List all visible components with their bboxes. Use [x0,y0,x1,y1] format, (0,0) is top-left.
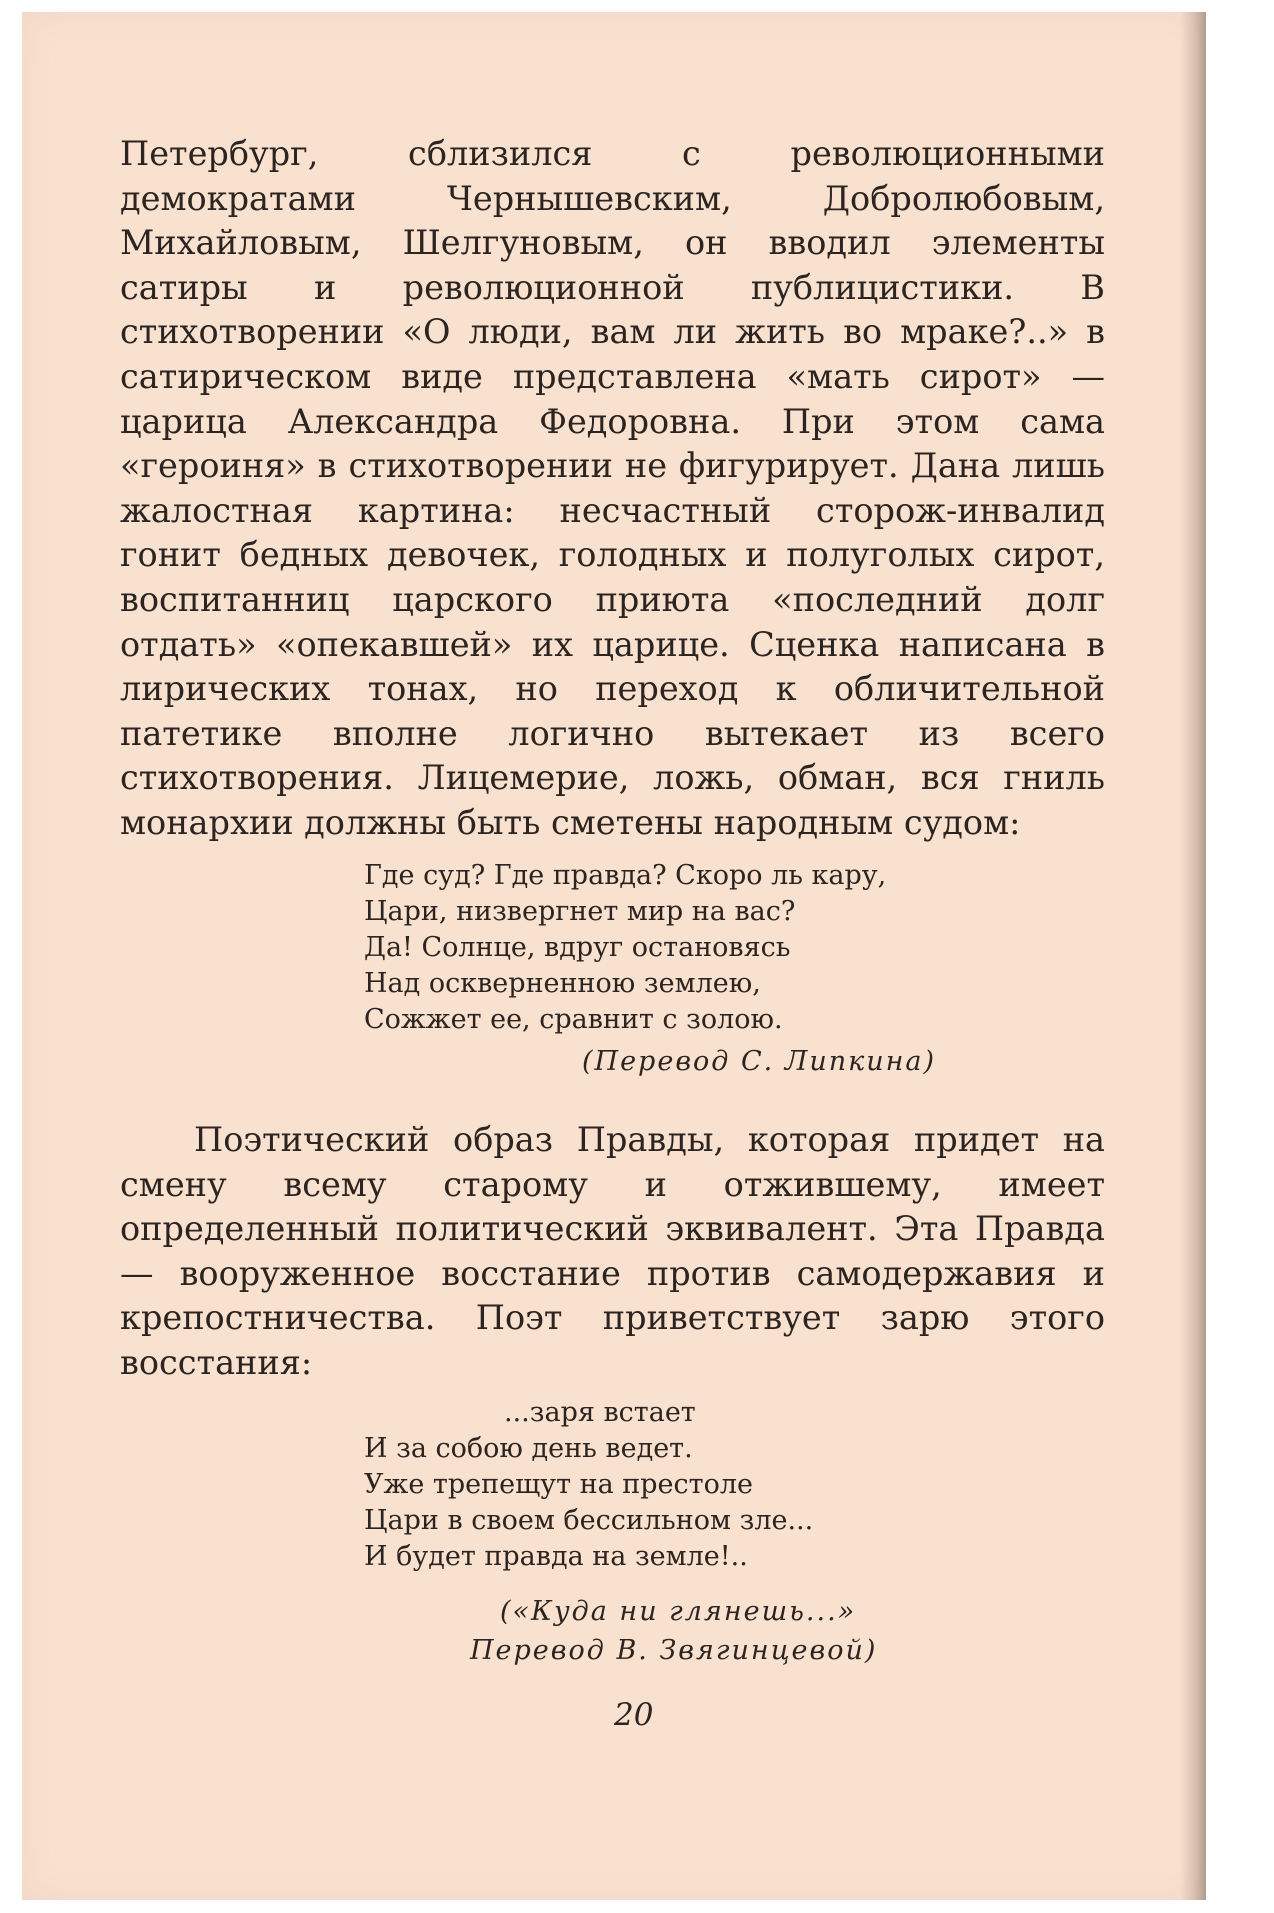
verse-line: И будет правда на земле!.. [364,1541,748,1572]
body-paragraph-1: Петербург, сблизился с революционными демократами Чернышевским, Добролюбовым, Михайловым, Шелгуновым, он вводил элементы сатиры и революционной публицистики. В стихотворении «О люди, вам ли жить во мраке?..» в сатирическом виде представлена «мать сирот» — царица Александра Федоровна. При этом сама «героиня» в стихотворении не фигурирует. Дана лишь жалостная картина: несчастный сторож-инвалид гонит бедных девочек, голодных и полуголых сирот, воспитанниц царского приюта «последний долг отдать» «опекавшей» их царице. Сценка написана в лирических тонах, но переход к обличительной патетике вполне логично вытекает из всего стихотворения. Лицемерие, ложь, обман, вся гниль монархии должны быть сметены народным судом: [120,134,1105,842]
translator-credit-2-title: («Куда ни глянешь...» [500,1596,857,1627]
translator-credit-2-name: Перевод В. Звягинцевой) [470,1635,878,1666]
verse-line: ...заря встает [504,1397,696,1428]
verse-line: Уже трепещут на престоле [364,1469,753,1500]
translator-credit-1: (Перевод С. Липкина) [582,1046,937,1077]
verse-line: И за собою день ведет. [364,1433,693,1464]
page-number: 20 [614,1697,654,1733]
verse-line: Да! Солнце, вдруг остановясь [364,932,791,963]
verse-line: Цари, низвергнет мир на вас? [364,896,796,927]
page-edge-shadow [1180,12,1206,1900]
verse-line: Над оскверненною землею, [364,968,761,999]
verse-quote-2 [364,1395,813,1575]
verse-line: Где суд? Где правда? Скоро ль кару, [364,860,887,891]
verse-line: Сожжет ее, сравнит с золою. [364,1004,783,1035]
verse-line: Цари в своем бессильном зле... [364,1505,814,1536]
body-paragraph-2: Поэтический образ Правды, которая придет на смену всему старому и отжившему, имеет определенный политический эквивалент. Эта Правда — вооруженное восстание против самодержавия и крепостничества. Поэт приветствует зарю этого восстания: [120,1120,1105,1382]
verse-quote-1 [364,858,886,1038]
